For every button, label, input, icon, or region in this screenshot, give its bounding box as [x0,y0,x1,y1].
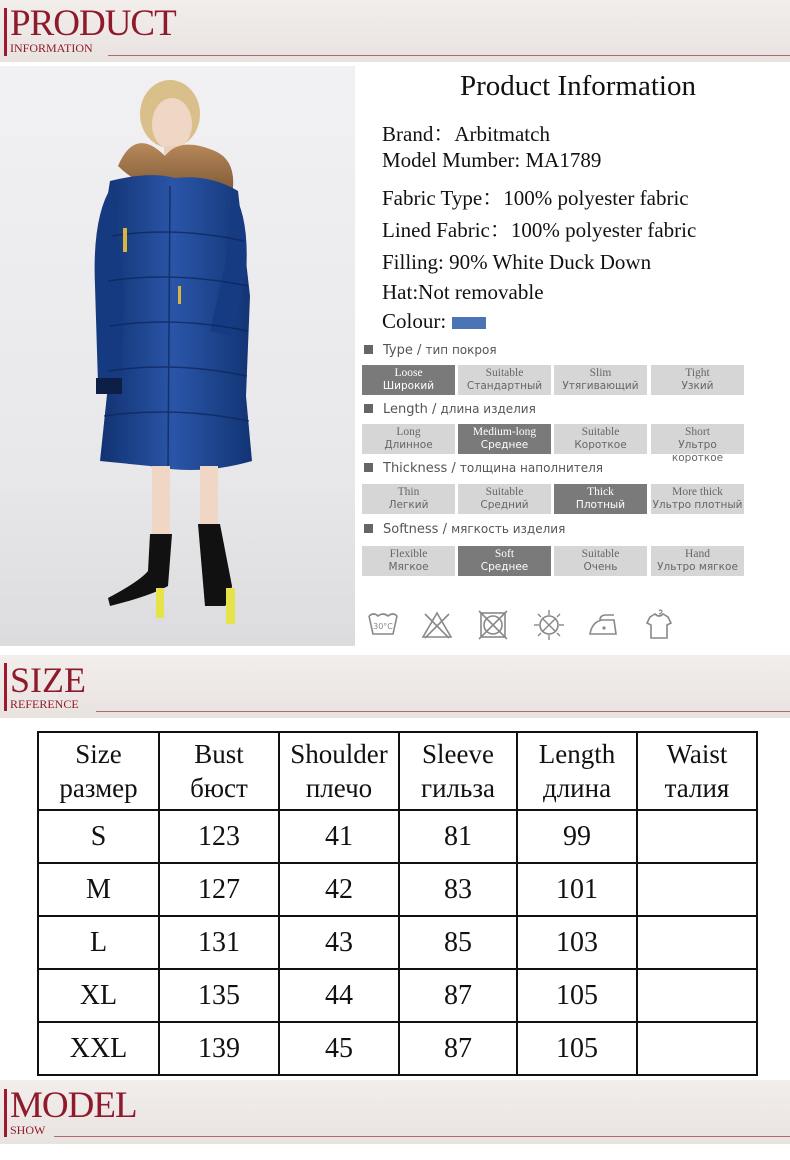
cell-shoulder: 43 [279,916,399,969]
table-row [38,969,757,1022]
cell-bust: 123 [159,810,279,863]
option-en: Medium-long [472,426,537,438]
wash-30-icon [366,608,400,642]
option-ru: Плотный [575,499,626,511]
banner-title: PRODUCT [10,3,176,44]
section-bullet [364,345,373,354]
banner-title: MODEL [10,1085,137,1126]
option-type-loose [362,365,455,395]
option-ru: Ультро мягкое [657,561,738,573]
banner-rule [54,1136,790,1137]
option-en: Suitable [581,426,620,438]
cell-size: XXL [38,1022,159,1075]
option-ru: Стандартный [466,380,543,392]
option-en: Long [396,426,421,438]
size-table-header [38,732,757,810]
option-ru: Короткое [574,439,627,451]
cell-length: 101 [517,863,637,916]
banner-accent-bar [4,663,7,711]
svg-text:30°C: 30°C [373,622,393,631]
cell-sleeve: 85 [399,916,517,969]
section-title-ru: длина изделия [440,402,536,416]
cell-waist [637,1022,757,1075]
size-reference-banner [0,655,790,718]
section-length: Length / длина изделия [364,402,536,417]
section-title: Type [383,343,413,358]
cell-waist [637,810,757,863]
table-row [38,1022,757,1075]
spec-brand: Brand：Arbitmatch [382,122,550,146]
cell-waist [637,969,757,1022]
header-sleeve: Sleeve гильза [399,732,517,810]
table-row [38,863,757,916]
cell-shoulder: 41 [279,810,399,863]
table-row [38,810,757,863]
option-ru: Ультро плотный [652,499,743,511]
option-ru: Утягивающий [562,380,639,392]
cell-bust: 131 [159,916,279,969]
section-title: Thickness [383,461,448,476]
size-table [37,731,758,1076]
cell-size: L [38,916,159,969]
option-ru: Среднее [480,561,529,573]
option-type-suitable [458,365,551,395]
option-en: More thick [672,486,723,498]
spec-lined-fabric: Lined Fabric：100% polyester fabric [382,218,697,242]
option-length-medium-long [458,424,551,454]
section-title-ru: толщина наполнителя [459,461,604,475]
cell-size: M [38,863,159,916]
header-length: Length длина [517,732,637,810]
product-info-banner [0,0,790,62]
option-ru: Ультро короткое [671,439,724,464]
option-type-tight [651,365,744,395]
option-en: Loose [394,367,423,379]
banner-rule [108,55,790,56]
option-en: Thick [587,486,614,498]
option-en: Tight [685,367,710,379]
option-ru: Мягкое [388,561,429,573]
cell-size: S [38,810,159,863]
cell-bust: 139 [159,1022,279,1075]
spec-colour-label: Colour: [382,309,447,333]
section-title: Softness [383,522,439,537]
section-title-ru: мягкость изделия [451,522,566,536]
option-thickness-thin [362,484,455,514]
option-length-short [651,424,744,464]
cell-size: XL [38,969,159,1022]
cell-length: 99 [517,810,637,863]
section-bullet [364,463,373,472]
model-illustration [0,66,355,646]
option-en: Suitable [581,548,620,560]
no-bleach-icon [420,608,454,642]
option-en: Short [685,426,710,438]
option-length-suitable [554,424,647,454]
option-ru: Узкий [681,380,714,392]
model-show-banner [0,1080,790,1144]
cell-shoulder: 45 [279,1022,399,1075]
cell-length: 103 [517,916,637,969]
option-length-long [362,424,455,454]
option-softness-flexible [362,546,455,576]
option-ru: Средний [480,499,529,511]
banner-title: SIZE [10,660,86,700]
option-ru: Широкий [382,380,435,392]
banner-accent-bar [4,8,7,56]
option-thickness-suitable [458,484,551,514]
spec-fabric-type: Fabric Type：100% polyester fabric [382,186,689,210]
no-dry-clean-icon [532,608,566,642]
product-photo [0,66,355,646]
option-ru: Среднее [480,439,529,451]
colour-swatch [452,317,486,329]
cell-waist [637,863,757,916]
option-en: Hand [685,548,710,560]
header-bust: Bust бюст [159,732,279,810]
option-ru: Легкий [388,499,429,511]
section-bullet [364,404,373,413]
section-title: Length [383,402,428,417]
spec-hat: Hat:Not removable [382,280,544,304]
cell-shoulder: 42 [279,863,399,916]
cell-length: 105 [517,1022,637,1075]
option-softness-hand [651,546,744,576]
table-row [38,916,757,969]
banner-subtitle: SHOW [10,1123,46,1137]
banner-accent-bar [4,1089,7,1137]
hang-dry-icon [642,608,676,642]
option-softness-suitable [554,546,647,576]
spec-model-number: Model Mumber: MA1789 [382,148,602,172]
spec-filling: Filling: 90% White Duck Down [382,250,652,274]
section-softness: Softness / мягкость изделия [364,522,565,537]
cell-shoulder: 44 [279,969,399,1022]
cell-sleeve: 81 [399,810,517,863]
header-shoulder: Shoulder плечо [279,732,399,810]
banner-subtitle: INFORMATION [10,41,93,55]
option-ru: Длинное [384,439,433,451]
cell-length: 105 [517,969,637,1022]
info-title: Product Information [460,70,696,102]
option-thickness-thick [554,484,647,514]
option-thickness-more-thick [651,484,744,514]
section-thickness: Thickness / толщина наполнителя [364,461,603,476]
header-size: Size размер [38,732,159,810]
no-tumble-dry-icon [476,608,510,642]
option-en: Suitable [485,367,524,379]
section-title-ru: тип покроя [425,343,497,357]
cell-sleeve: 87 [399,969,517,1022]
cell-bust: 135 [159,969,279,1022]
banner-rule [96,711,790,712]
header-waist: Waist талия [637,732,757,810]
option-softness-soft [458,546,551,576]
section-type: Type / тип покроя [364,343,497,358]
cell-waist [637,916,757,969]
option-en: Suitable [485,486,524,498]
option-en: Soft [494,548,515,560]
product-info-panel [356,66,790,650]
section-bullet [364,524,373,533]
option-type-slim [554,365,647,395]
option-en: Flexible [389,548,428,560]
option-en: Thin [397,486,420,498]
option-en: Slim [589,367,612,379]
banner-subtitle: REFERENCE [10,697,79,711]
spec-colour [382,309,486,334]
cell-sleeve: 87 [399,1022,517,1075]
option-ru: Очень [583,561,618,573]
cell-sleeve: 83 [399,863,517,916]
iron-icon [586,608,620,642]
cell-bust: 127 [159,863,279,916]
